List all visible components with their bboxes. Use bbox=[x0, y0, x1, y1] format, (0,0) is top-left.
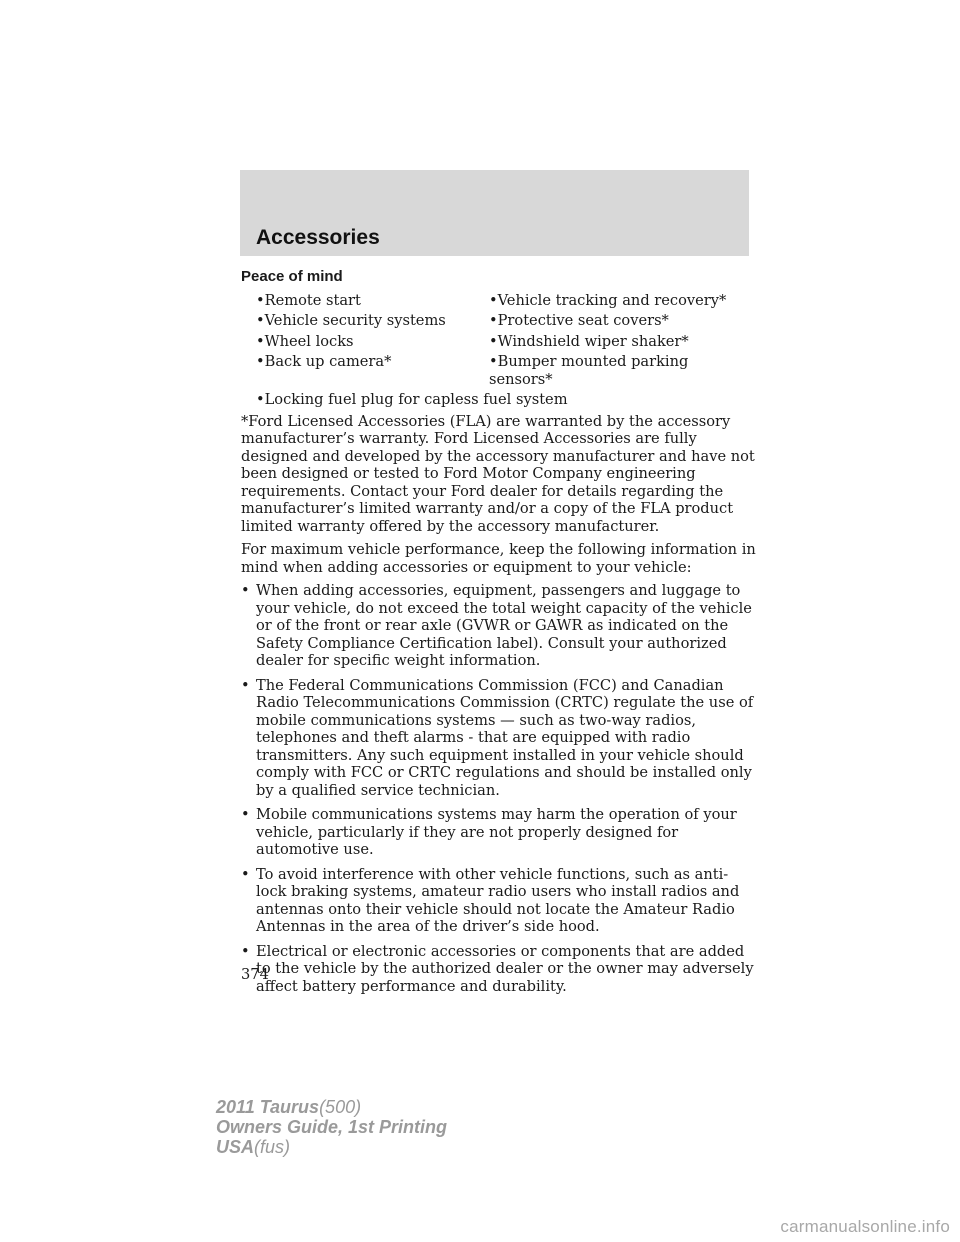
footer-market: USA bbox=[216, 1137, 255, 1157]
accessory-item: •Bumper mounted parking sensors* bbox=[489, 353, 689, 388]
accessory-item: •Wheel locks bbox=[256, 332, 354, 350]
section-title: Peace of mind bbox=[241, 268, 343, 285]
accessory-item: •Back up camera* bbox=[256, 353, 392, 370]
chapter-header-band bbox=[240, 170, 749, 256]
print-footer bbox=[216, 1097, 447, 1157]
footer-edition: Owners Guide, 1st Printing bbox=[216, 1117, 448, 1137]
chapter-title: Accessories bbox=[256, 226, 380, 249]
accessory-item: •Windshield wiper shaker* bbox=[489, 332, 689, 350]
list-item bbox=[241, 943, 756, 996]
bullet-icon: • bbox=[241, 676, 250, 694]
bullet-icon: • bbox=[241, 865, 250, 883]
list-item bbox=[241, 582, 756, 670]
bullet-icon: • bbox=[241, 582, 250, 599]
list-item bbox=[241, 806, 756, 859]
list-item-text: Mobile communications systems may harm the operation of your vehicle, particularly if they are not properly designed for automotive use. bbox=[256, 806, 737, 858]
list-item-text: When adding accessories, equipment, passengers and luggage to your vehicle, do not exceed the total weight capacity of the vehicle or of the front or rear axle (GVWR or GAWR as indicated on the Safety Compliance Certification label). Consult your authorized dealer for specific weight information. bbox=[256, 582, 752, 669]
page-content bbox=[241, 268, 756, 1002]
guidelines-list bbox=[241, 582, 756, 995]
footer-model: 2011 Taurus bbox=[216, 1097, 320, 1117]
list-item bbox=[241, 866, 756, 936]
accessory-item: •Vehicle tracking and recovery* bbox=[489, 291, 727, 309]
bullet-icon: • bbox=[241, 806, 250, 823]
fla-warranty-paragraph: *Ford Licensed Accessories (FLA) are warranted by the accessory manufacturer’s warranty. Ford Licensed Accessories are fully designed and developed by the accessory manufacturer and have not been designed or tested to Ford Motor Company engineering requirements. Contact your Ford dealer for details regarding the manufacturer’s limited warranty and/or a copy of the FLA product limited warranty offered by the accessory manufacturer. bbox=[241, 412, 755, 535]
list-item-text: Electrical or electronic accessories or components that are added to the vehicle by the authorized dealer or the owner may adversely affect battery performance and durability. bbox=[256, 942, 754, 995]
page-number: 374 bbox=[241, 966, 269, 983]
list-item-text: The Federal Communications Commission (FCC) and Canadian Radio Telecommunications Commission (CRTC) regulate the use of mobile communications systems — such as two-way radios, telephones and theft alarms - that are equipped with radio transmitters. Any such equipment installed in your vehicle should comply with FCC or CRTC regulations and should be installed only by a qualified service technician. bbox=[256, 676, 754, 799]
footer-market-code: (fus) bbox=[254, 1137, 291, 1157]
accessory-item: •Locking fuel plug for capless fuel system bbox=[256, 391, 568, 408]
intro-paragraph: For maximum vehicle performance, keep the following information in mind when adding accessories or equipment to your vehicle: bbox=[241, 541, 756, 576]
accessory-list bbox=[241, 292, 756, 389]
list-item bbox=[241, 677, 756, 800]
accessory-item: •Vehicle security systems bbox=[256, 312, 446, 329]
footer-model-code: (500) bbox=[319, 1097, 362, 1117]
accessory-item: •Protective seat covers* bbox=[489, 312, 669, 329]
accessory-item: •Remote start bbox=[256, 291, 361, 309]
list-item-text: To avoid interference with other vehicle functions, such as anti-lock braking systems, amateur radio users who install radios and antennas onto their vehicle should not locate the Amateur Radio Antennas in the area of the driver’s side hood. bbox=[256, 865, 740, 935]
bullet-icon: • bbox=[241, 942, 250, 960]
watermark: carmanualsonline.info bbox=[780, 1217, 950, 1236]
